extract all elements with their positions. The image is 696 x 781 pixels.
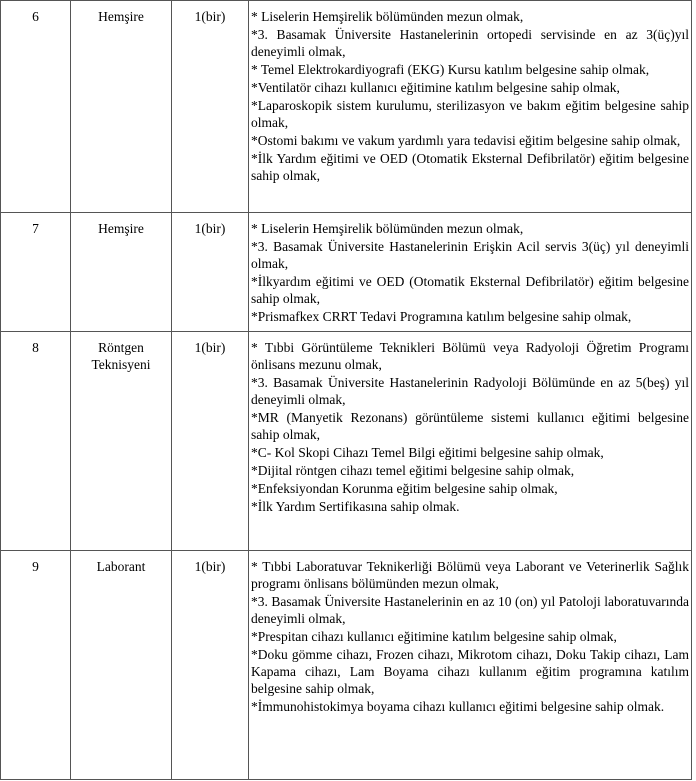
row-number: 9 (1, 551, 71, 780)
requirement-item: *Ostomi bakımı ve vakum yardımlı yara tedavisi eğitim belgesine sahip olmak, (251, 133, 681, 148)
table-body (1, 1, 692, 780)
requirement-item: *3. Basamak Üniversite Hastanelerinin ortopedi servisinde en az 3(üç)yıl deneyimli olmak, (251, 27, 689, 59)
requirements-cell (249, 551, 692, 780)
requirements-cell (249, 332, 692, 551)
requirement-item: *Doku gömme cihazı, Frozen cihazı, Mikrotom cihazı, Doku Takip cihazı, Lam Kapama cihazı, Lam Boyama cihazı kullanım eğitim programına katılım belgesine sahip olmak, (251, 647, 689, 696)
requirement-item: * Liselerin Hemşirelik bölümünden mezun olmak, (251, 221, 524, 236)
requirement-item: * Temel Elektrokardiyografi (EKG) Kursu katılım belgesine sahip olmak, (251, 62, 650, 77)
requirement-item: *3. Basamak Üniversite Hastanelerinin Erişkin Acil servis 3(üç) yıl deneyimli olmak, (251, 239, 689, 271)
requirement-item: *Prismafkex CRRT Tedavi Programına katılım belgesine sahip olmak, (251, 309, 632, 324)
table-row (1, 332, 692, 551)
requirement-item: * Tıbbi Laboratuvar Teknikerliği Bölümü veya Laborant ve Veterinerlik Sağlık programı önlisans bölümünden mezun olmak, (251, 559, 689, 591)
position-title: Hemşire (71, 1, 172, 213)
requirement-item: *Laparoskopik sistem kurulumu, sterilizasyon ve bakım eğitim belgesine sahip olmak, (251, 98, 689, 130)
requirement-item: *MR (Manyetik Rezonans) görüntüleme sistemi kullanıcı eğitimi belgesine sahip olmak, (251, 410, 689, 442)
position-title: Hemşire (71, 213, 172, 332)
position-title: Laborant (71, 551, 172, 780)
requirement-item: *Dijital röntgen cihazı temel eğitimi belgesine sahip olmak, (251, 463, 575, 478)
table-row (1, 551, 692, 780)
position-count: 1(bir) (172, 332, 249, 551)
requirement-item: * Liselerin Hemşirelik bölümünden mezun olmak, (251, 9, 524, 24)
requirement-item: *İlk Yardım Sertifikasına sahip olmak. (251, 499, 460, 514)
position-count: 1(bir) (172, 213, 249, 332)
requirement-item: *Ventilatör cihazı kullanıcı eğitimine katılım belgesine sahip olmak, (251, 80, 620, 95)
requirement-item: *İlk Yardım eğitimi ve OED (Otomatik Eksternal Defibrilatör) eğitim belgesine sahip olmak, (251, 151, 689, 183)
table-row (1, 1, 692, 213)
row-number: 6 (1, 1, 71, 213)
requirements-cell (249, 1, 692, 213)
position-title: Röntgen Teknisyeni (71, 332, 172, 551)
requirement-item: *İlkyardım eğitimi ve OED (Otomatik Eksternal Defibrilatör) eğitim belgesine sahip olmak, (251, 274, 689, 306)
requirements-cell (249, 213, 692, 332)
requirement-item: *Prespitan cihazı kullanıcı eğitimine katılım belgesine sahip olmak, (251, 629, 617, 644)
row-number: 7 (1, 213, 71, 332)
position-count: 1(bir) (172, 551, 249, 780)
requirement-item: *İmmunohistokimya boyama cihazı kullanıcı eğitimi belgesine sahip olmak. (251, 699, 665, 714)
requirement-item: *Enfeksiyondan Korunma eğitim belgesine sahip olmak, (251, 481, 558, 496)
requirement-item: *3. Basamak Üniversite Hastanelerinin Radyoloji Bölümünde en az 5(beş) yıl deneyimli olmak, (251, 375, 689, 407)
position-count: 1(bir) (172, 1, 249, 213)
requirement-item: * Tıbbi Görüntüleme Teknikleri Bölümü veya Radyoloji Öğretim Programı önlisans mezunu olmak, (251, 340, 689, 372)
requirement-item: *C- Kol Skopi Cihazı Temel Bilgi eğitimi belgesine sahip olmak, (251, 445, 604, 460)
requirement-item: *3. Basamak Üniversite Hastanelerinin en az 10 (on) yıl Patoloji laboratuvarında deneyimli olmak, (251, 594, 689, 626)
table-row (1, 213, 692, 332)
row-number: 8 (1, 332, 71, 551)
